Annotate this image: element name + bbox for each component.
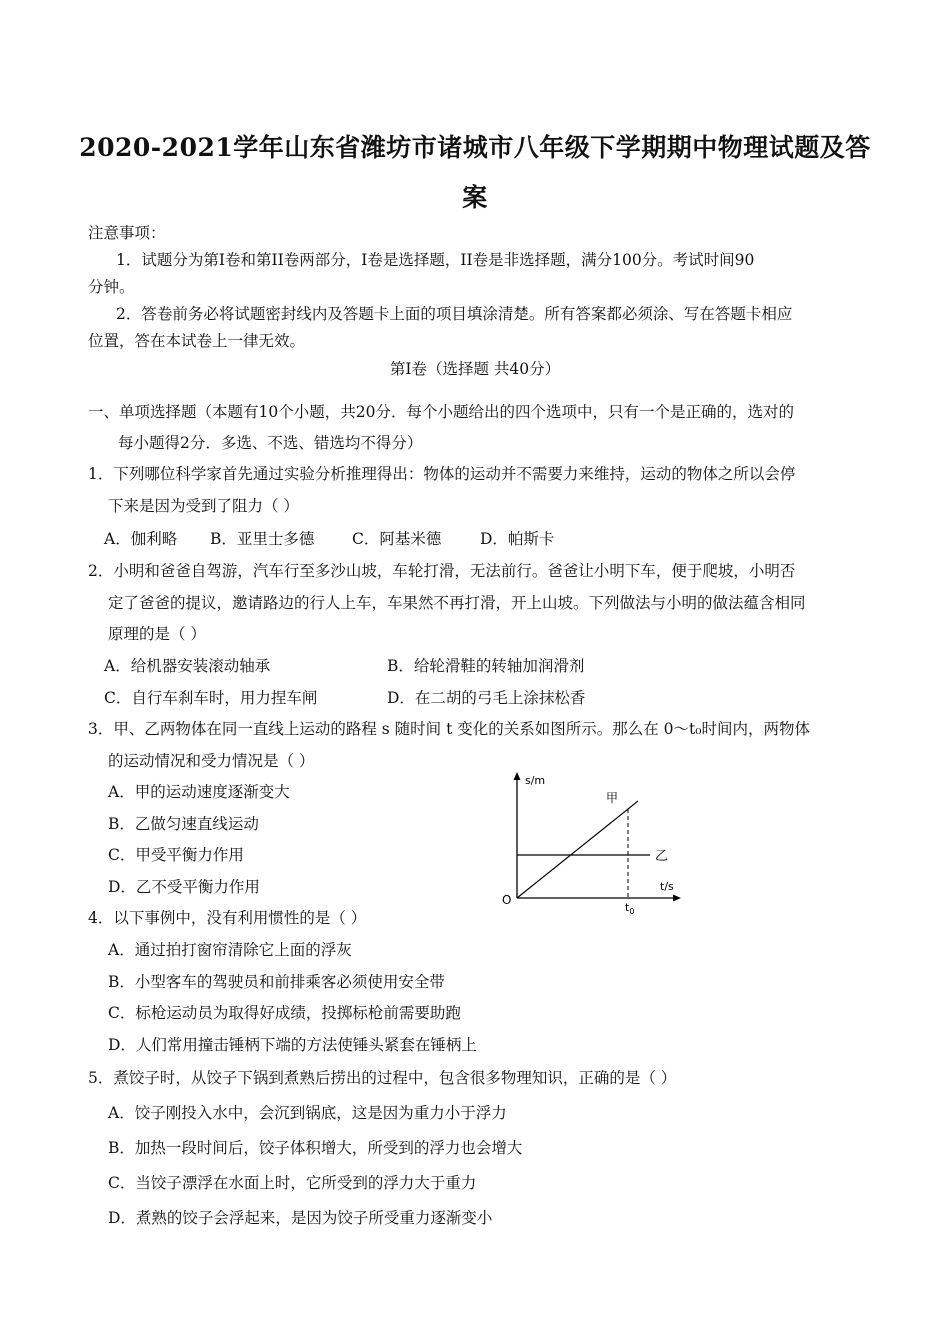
question-4-option-c: C．标枪运动员为取得好成绩，投掷标枪前需要助跑 xyxy=(108,1004,461,1022)
question-2-stem-cont: 定了爸爸的提议，邀请路边的行人上车，车果然不再打滑，开上山坡。下列做法与小明的做法蕴含相同 xyxy=(108,594,806,612)
question-3-stem-cont: 的运动情况和受力情况是（ ） xyxy=(108,752,315,770)
question-5-stem: 5．煮饺子时，从饺子下锅到煮熟后捞出的过程中，包含很多物理知识，正确的是（ ） xyxy=(88,1069,677,1087)
t0-label-sub: 0 xyxy=(629,907,635,916)
x-axis-arrow xyxy=(673,895,681,902)
line-jia-label: 甲 xyxy=(606,791,619,805)
question-4-option-d: D．人们常用撞击锤柄下端的方法使锤头紧套在锤柄上 xyxy=(108,1036,477,1054)
question-3-option-a: A．甲的运动速度逐渐变大 xyxy=(108,783,290,801)
notice-heading: 注意事项： xyxy=(88,224,166,242)
question-2-option-a: A．给机器安装滚动轴承 xyxy=(104,657,271,675)
question-2-stem: 2．小明和爸爸自驾游，汽车行至多沙山坡，车轮打滑，无法前行。爸爸让小明下车，便于爬坡，小明否 xyxy=(88,562,796,580)
y-axis-label: s/m xyxy=(525,774,546,787)
section-instruction: 一、单项选择题（本题有10个小题，共20分．每个小题给出的四个选项中，只有一个是正确的，选对的 xyxy=(88,403,794,421)
question-4-option-b: B．小型客车的驾驶员和前排乘客必须使用安全带 xyxy=(108,973,445,991)
question-3-option-b: B．乙做匀速直线运动 xyxy=(108,815,259,833)
st-graph xyxy=(495,768,695,918)
t0-label xyxy=(625,901,634,916)
section-instruction-cont: 每小题得2分．多选、不选、错选均不得分） xyxy=(118,434,423,452)
question-2-stem-cont: 原理的是（ ） xyxy=(108,625,206,643)
notice-item-1-cont: 分钟。 xyxy=(88,278,135,296)
question-5-option-b: B．加热一段时间后，饺子体积增大，所受到的浮力也会增大 xyxy=(108,1139,523,1157)
question-3-option-d: D．乙不受平衡力作用 xyxy=(108,878,260,896)
page-title-continued: 案 xyxy=(462,183,488,212)
question-4-option-a: A．通过拍打窗帘清除它上面的浮灰 xyxy=(108,941,352,959)
question-5-option-a: A．饺子刚投入水中，会沉到锅底，这是因为重力小于浮力 xyxy=(108,1104,507,1122)
line-yi-label: 乙 xyxy=(655,849,669,864)
t0-label-main: t xyxy=(625,901,630,914)
question-3-stem: 3．甲、乙两物体在同一直线上运动的路程 s 随时间 t 变化的关系如图所示。那么在 0～t₀时间内，两物体 xyxy=(88,720,810,738)
question-2-option-d: D．在二胡的弓毛上涂抹松香 xyxy=(387,689,586,707)
line-jia xyxy=(517,801,638,898)
question-2-option-b: B．给轮滑鞋的转轴加润滑剂 xyxy=(387,657,585,675)
notice-item-1: 1．试题分为第Ⅰ卷和第II卷两部分，Ⅰ卷是选择题，II卷是非选择题，满分100分。考试时间90 xyxy=(116,251,755,269)
page-title: 2020-2021学年山东省潍坊市诸城市八年级下学期期中物理试题及答 xyxy=(79,133,871,162)
section-title: 第Ⅰ卷（选择题 共40分） xyxy=(389,360,561,378)
y-axis-arrow xyxy=(514,772,521,780)
question-1-stem: 1．下列哪位科学家首先通过实验分析推理得出：物体的运动并不需要力来维持，运动的物体之所以会停 xyxy=(88,465,796,483)
question-1-option-d: D．帕斯卡 xyxy=(480,530,555,548)
question-1-option-c: C．阿基米德 xyxy=(352,530,442,548)
question-1-option-b: B．亚里士多德 xyxy=(210,530,315,548)
question-1-stem-cont: 下来是因为受到了阻力（ ） xyxy=(108,497,299,515)
question-4-stem: 4．以下事例中，没有利用惯性的是（ ） xyxy=(88,909,367,927)
question-5-option-c: C．当饺子漂浮在水面上时，它所受到的浮力大于重力 xyxy=(108,1174,477,1192)
question-2-option-c: C．自行车刹车时，用力捏车闸 xyxy=(104,689,318,707)
question-3-option-c: C．甲受平衡力作用 xyxy=(108,846,244,864)
question-1-option-a: A．伽利略 xyxy=(104,530,178,548)
origin-label: O xyxy=(502,893,512,907)
question-5-option-d: D．煮熟的饺子会浮起来，是因为饺子所受重力逐渐变小 xyxy=(108,1209,493,1227)
notice-item-2-cont: 位置，答在本试卷上一律无效。 xyxy=(88,332,306,350)
notice-item-2: 2．答卷前务必将试题密封线内及答题卡上面的项目填涂清楚。所有答案都必须涂、写在答题卡相应 xyxy=(116,305,793,323)
x-axis-label: t/s xyxy=(660,880,674,893)
